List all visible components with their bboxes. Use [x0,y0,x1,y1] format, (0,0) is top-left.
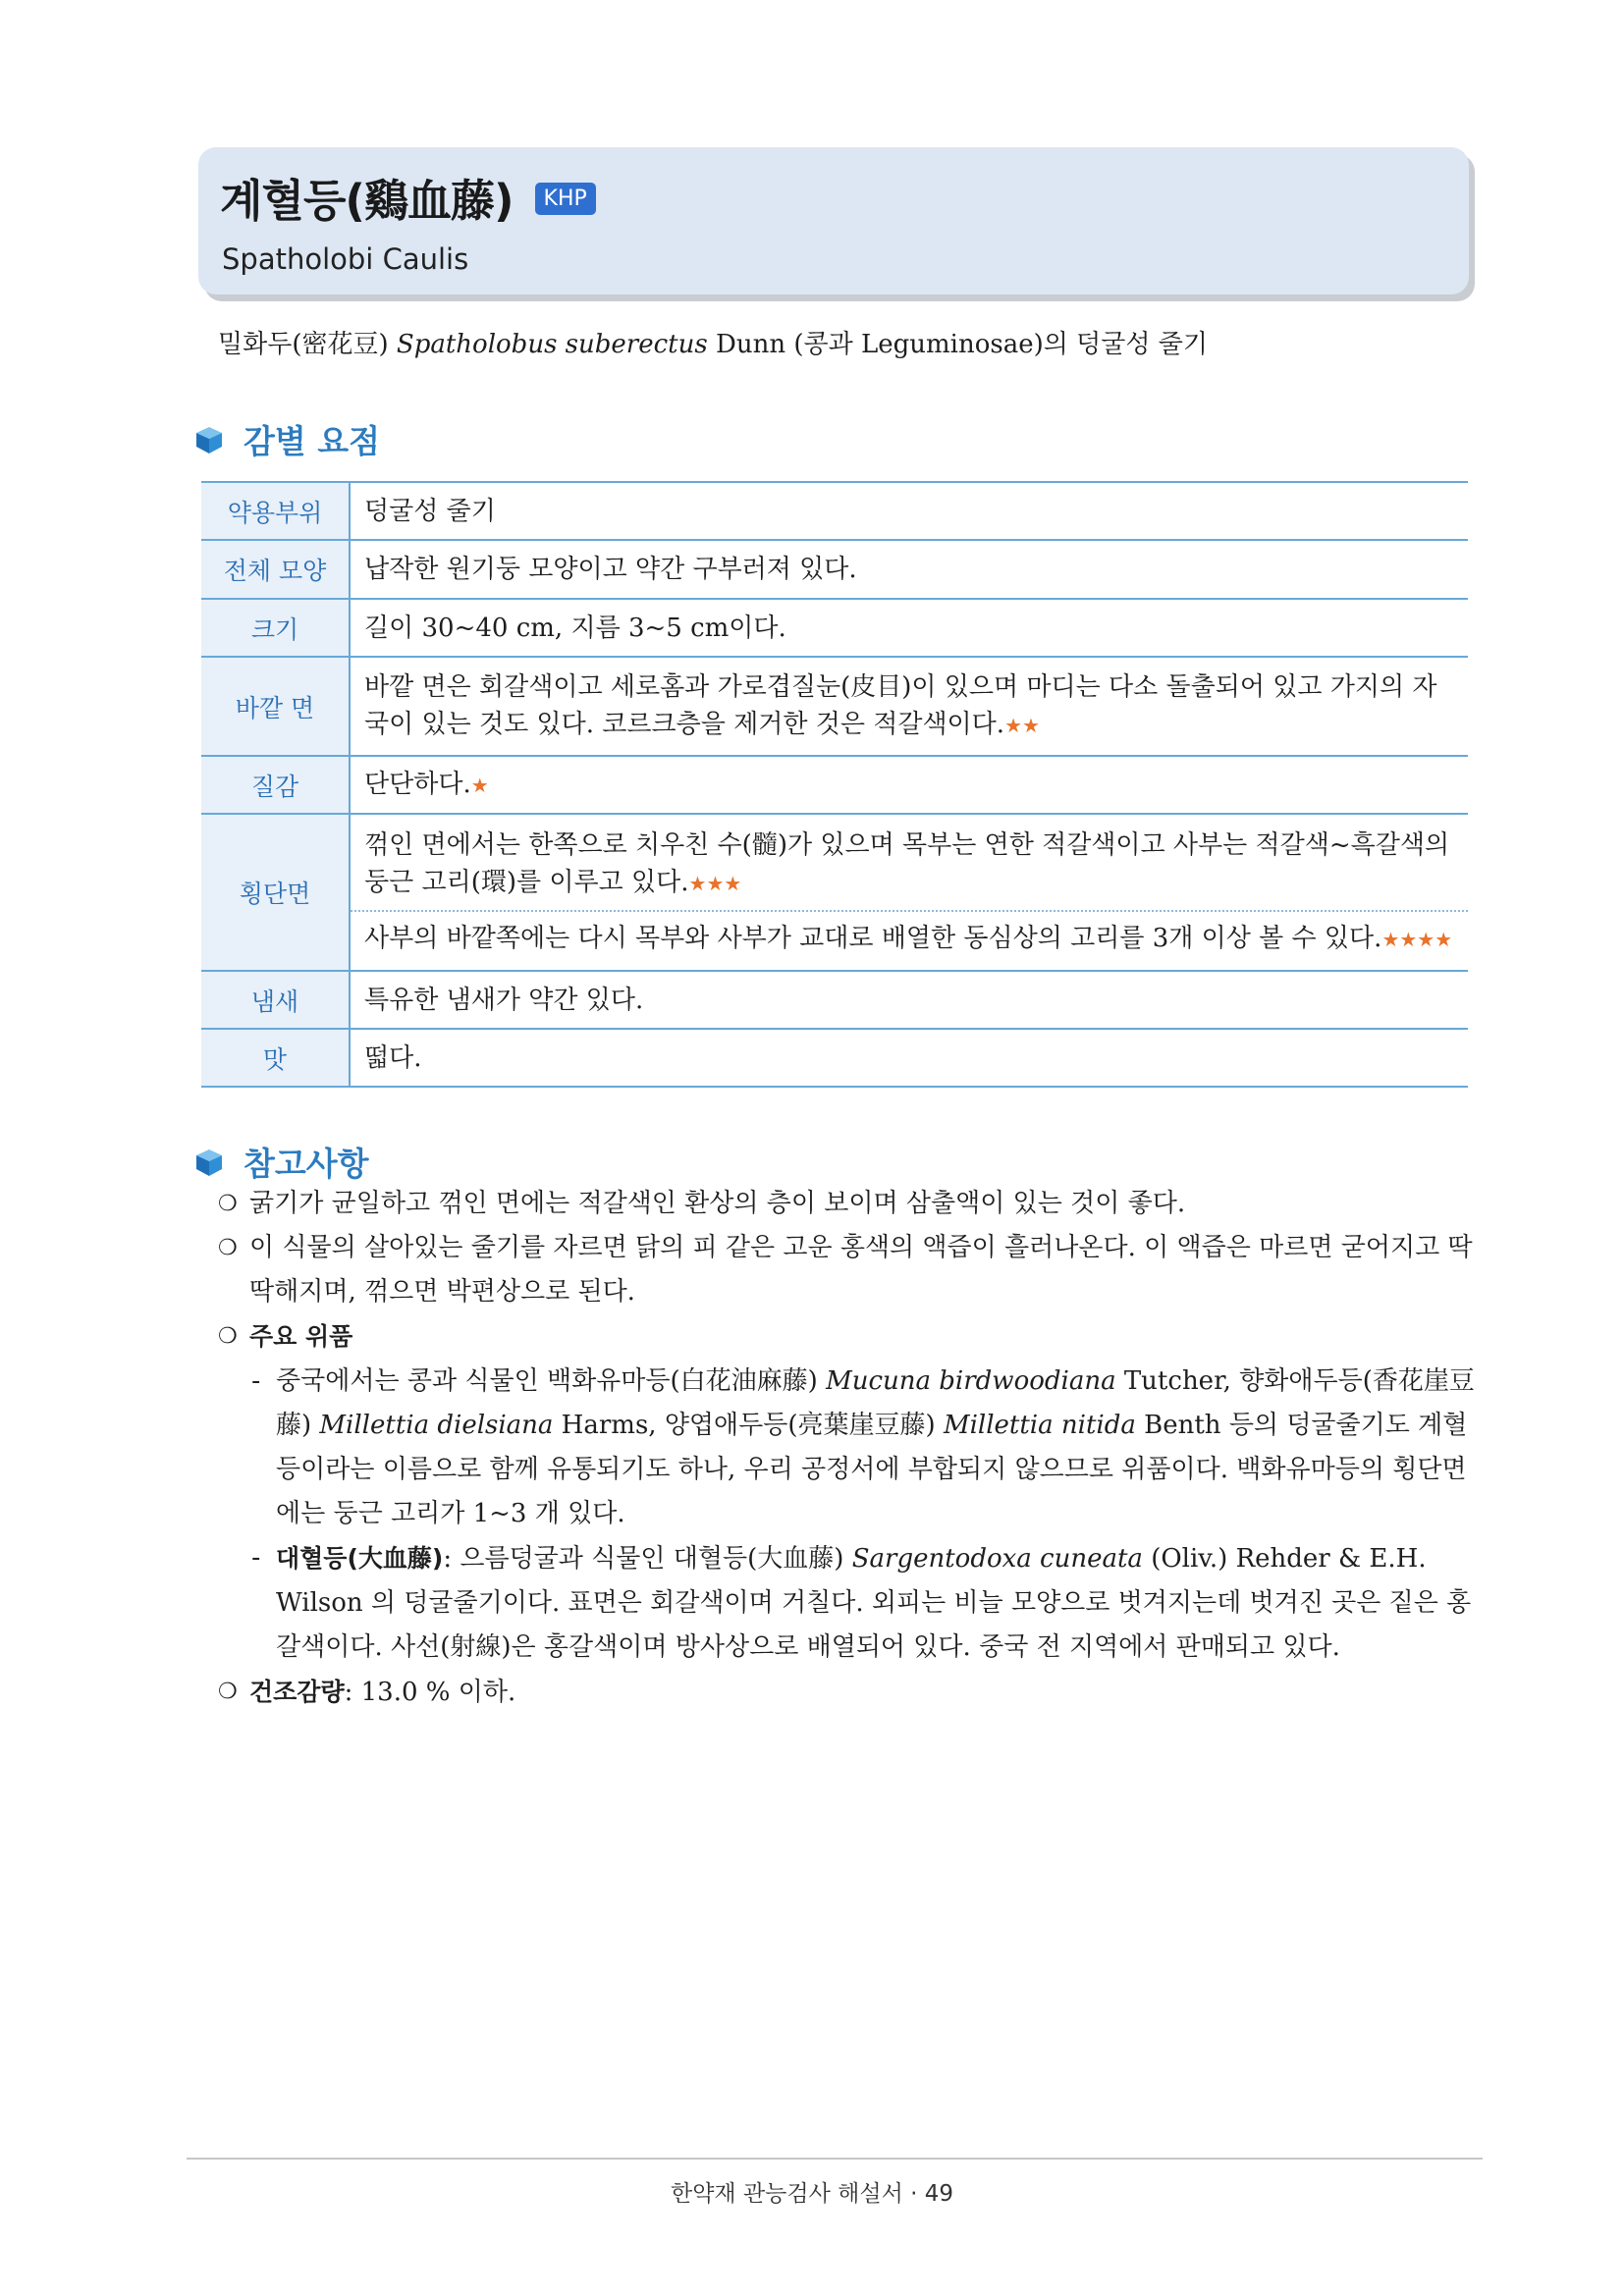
note-label: 건조감량 [249,1678,345,1706]
row-key: 바깥 면 [201,657,350,756]
section-references-header [194,1139,369,1185]
cross-section-line-1 [351,819,1468,912]
row-key: 크기 [201,599,350,657]
row-text: 단단하다. [364,770,471,799]
page-footer: 한약재 관능검사 해설서 · 49 [670,2181,953,2207]
note-text: Tutcher, 향화애두등(香花崖豆藤) [276,1366,1475,1440]
note-text: Benth 등의 덩굴줄기도 계혈등이라는 이름으로 함께 유통되기도 하나, 우리 공정서에 부합되지 않으므로 위품이다. 백화유마등의 횡단면에는 둥근 고리가 1~3 개 있다. [276,1411,1468,1528]
note-text: : 13.0 % 이하. [344,1678,516,1707]
note-text: 굵기가 균일하고 꺾인 면에는 적갈색인 환상의 층이 보이며 삼출액이 있는 것이 좋다. [249,1189,1186,1218]
counterfeit-item [218,1360,1485,1536]
row-value: 떫다. [350,1029,1468,1087]
bullet-icon: ❍ [218,1680,238,1704]
row-value [350,756,1468,814]
species-name: Millettia dielsiana [319,1411,554,1440]
dash-marker: - [251,1366,261,1396]
row-key: 맛 [201,1029,350,1087]
star-rating: ★ [470,774,489,797]
dash-marker: - [251,1543,261,1573]
footer-divider [187,2158,1483,2160]
page-title: 계혈등(鷄血藤) [220,175,514,227]
bullet-icon: ❍ [218,1192,238,1216]
species-name: Sargentodoxa cuneata [851,1544,1143,1574]
note-item [218,1314,1485,1360]
table-row [201,657,1468,756]
bullet-icon: ❍ [218,1236,238,1260]
row-key: 전체 모양 [201,540,350,599]
table-row [201,1029,1468,1087]
row-value [350,657,1468,756]
row-key: 횡단면 [201,814,350,971]
khp-badge: KHP [535,183,596,215]
note-text: : 으름덩굴과 식물인 대혈등(大血藤) [443,1544,852,1574]
note-text: 중국에서는 콩과 식물인 백화유마등(白花油麻藤) [276,1366,827,1396]
star-rating: ★★ [1004,714,1040,737]
origin-prefix: 밀화두(密花豆) [218,330,397,359]
row-text: 사부의 바깥쪽에는 다시 목부와 사부가 교대로 배열한 동심상의 고리를 3개 이상 볼 수 있다. [364,924,1382,953]
title-row [220,165,596,229]
table-row [201,971,1468,1029]
row-value: 특유한 냄새가 약간 있다. [350,971,1468,1029]
bullet-icon: ❍ [218,1324,238,1349]
section-identification-header [194,416,380,462]
row-key: 약용부위 [201,482,350,540]
table-row [201,814,1468,971]
row-value: 덩굴성 줄기 [350,482,1468,540]
table-row [201,756,1468,814]
star-rating: ★★★★ [1381,928,1453,951]
table-row [201,599,1468,657]
row-text: 바깥 면은 회갈색이고 세로홈과 가로겹질눈(皮目)이 있으며 마디는 다소 돌출되어 있고 가지의 자국이 있는 것도 있다. 코르크층을 제거한 것은 적갈색이다. [364,672,1437,739]
row-value: 납작한 원기둥 모양이고 약간 구부러져 있다. [350,540,1468,599]
reference-notes [218,1182,1485,1715]
note-item [218,1670,1485,1715]
cube-icon [194,1148,224,1177]
title-card [198,147,1469,294]
row-value [350,814,1468,971]
note-text: (Oliv.) Rehder & E.H. Wilson 의 덩굴줄기이다. 표면은 회갈색이며 거칠다. 외피는 비늘 모양으로 벗겨지는데 벗겨진 곳은 짙은 홍갈색이다. 사선(射線)은 홍갈색이며 방사상으로 배열되어 있다. 중국 전 지역에서 판매되고 있다. [276,1544,1472,1662]
row-key: 냄새 [201,971,350,1029]
note-heading: 주요 위품 [249,1322,353,1351]
identification-table [201,481,1468,1088]
note-item [218,1226,1485,1314]
cross-section-line-2 [351,912,1468,966]
species-name: Millettia nitida [943,1411,1136,1440]
table-row [201,482,1468,540]
row-key: 질감 [201,756,350,814]
table-row [201,540,1468,599]
origin-species: Spatholobus suberectus [396,330,708,359]
note-label: 대혈등(大血藤) [276,1544,444,1573]
counterfeit-item [218,1536,1485,1670]
species-name: Mucuna birdwoodiana [826,1366,1116,1396]
section-title: 참고사항 [244,1145,369,1183]
latin-name: Spatholobi Caulis [222,242,469,276]
section-title: 감별 요점 [244,422,381,460]
row-text: 꺾인 면에서는 한쪽으로 치우친 수(髓)가 있으며 목부는 연한 적갈색이고 사부는 적갈색~흑갈색의 둥근 고리(環)를 이루고 있다. [364,830,1450,897]
note-text: 이 식물의 살아있는 줄기를 자르면 닭의 피 같은 고운 홍색의 액즙이 흘러나온다. 이 액즙은 마르면 굳어지고 딱딱해지며, 꺾으면 박편상으로 된다. [249,1233,1473,1307]
star-rating: ★★★ [688,872,742,895]
origin-authority: Dunn (콩과 Leguminosae)의 덩굴성 줄기 [707,330,1208,359]
row-value: 길이 30~40 cm, 지름 3~5 cm이다. [350,599,1468,657]
note-text: Harms, 양엽애두등(亮葉崖豆藤) [553,1411,944,1440]
note-item [218,1182,1485,1226]
origin-line [218,324,1208,360]
cube-icon [194,425,224,454]
